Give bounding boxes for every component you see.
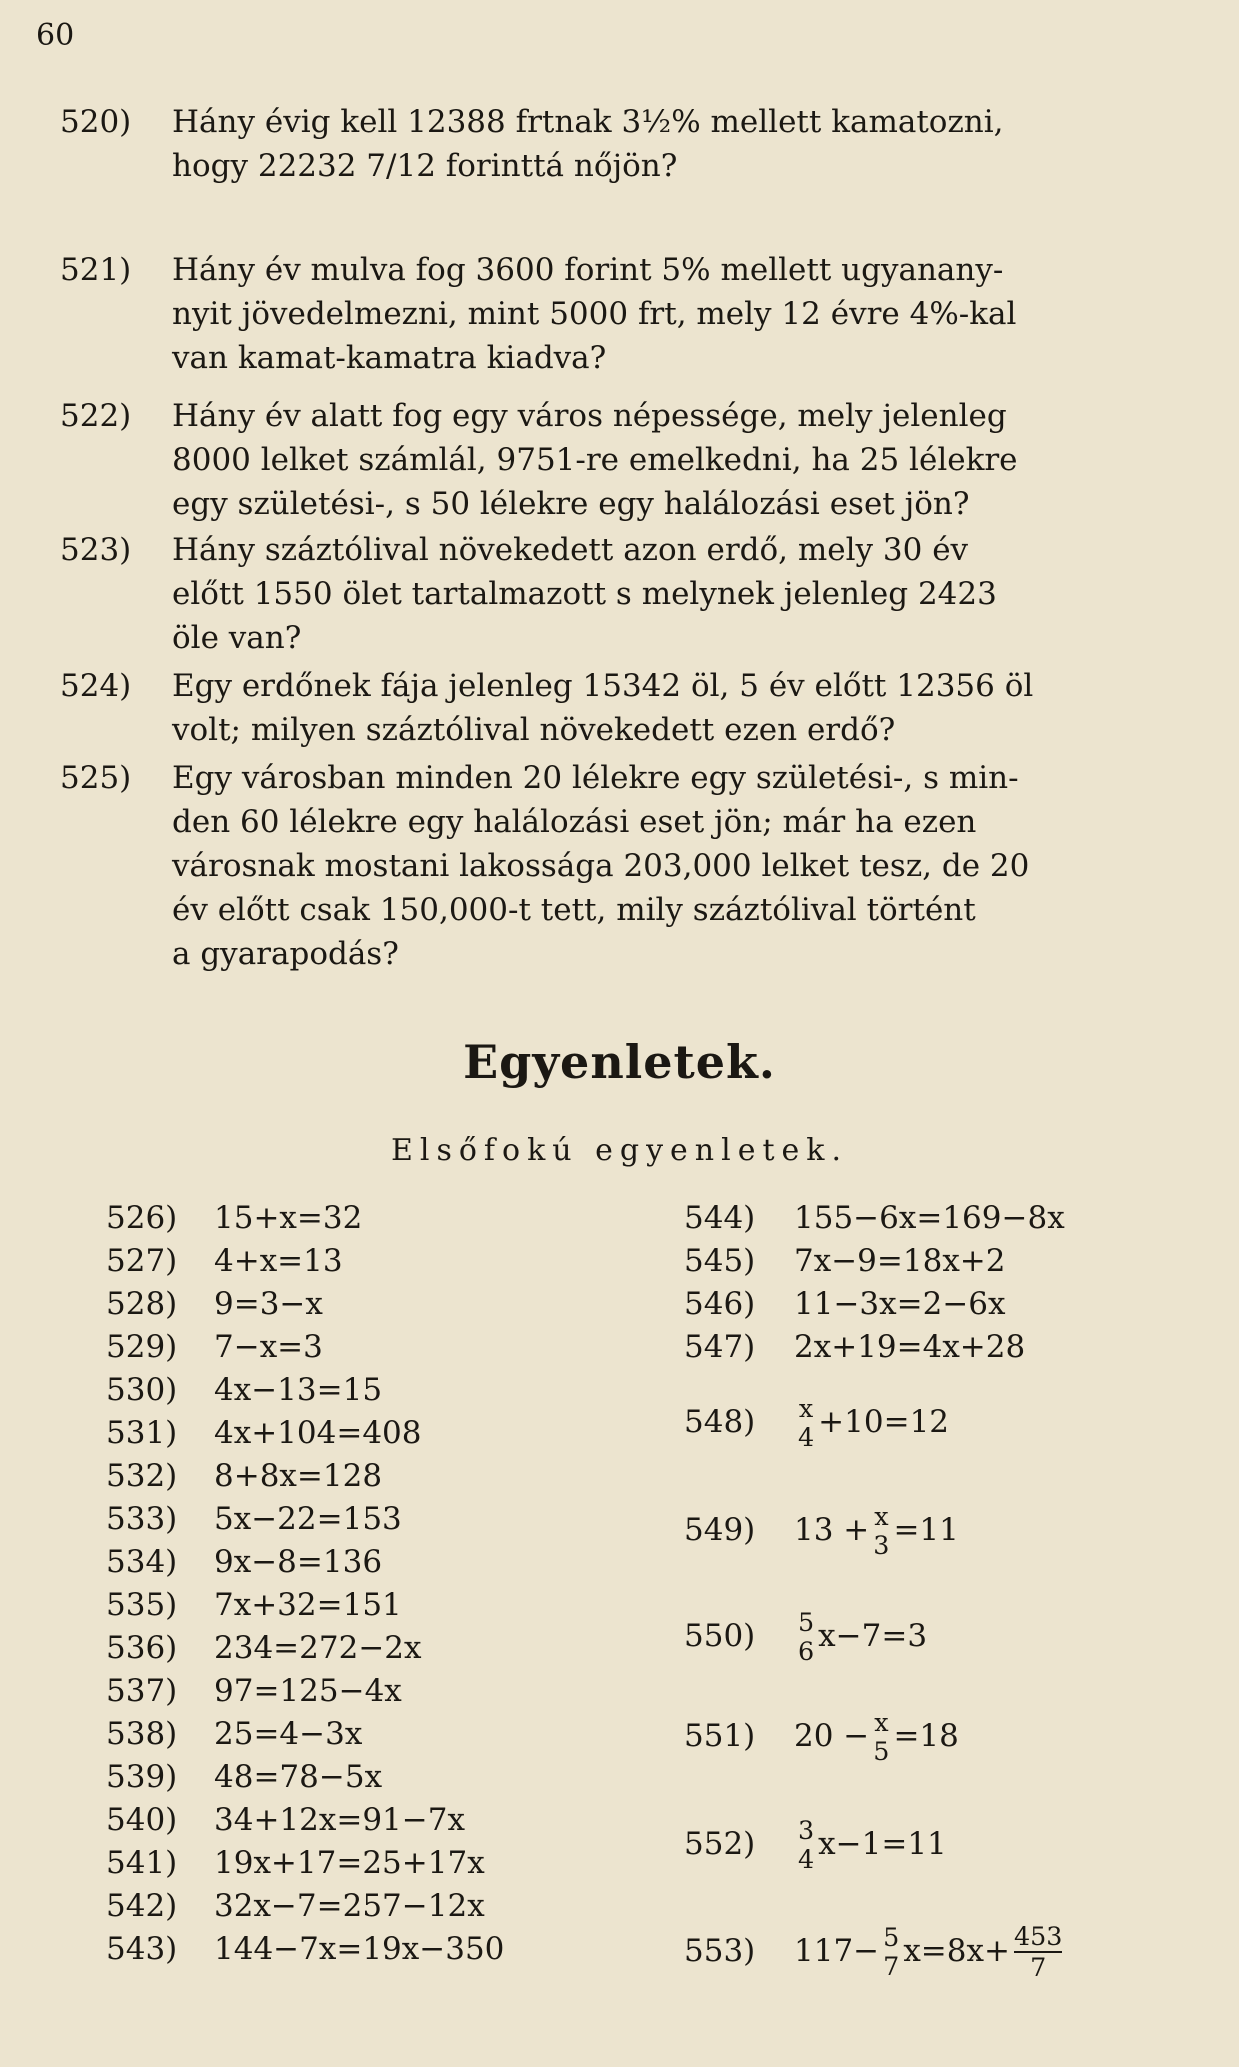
- problem-line: a gyarapodás?: [172, 936, 399, 972]
- problem-line: volt; milyen száztólival növekedett ezen erdő?: [172, 712, 896, 748]
- problem-line: év előtt csak 150,000-t tett, mily száztólival történt: [172, 892, 976, 928]
- equation-539: 539) 48=78−5x: [106, 1759, 383, 1795]
- fraction: 5 7: [883, 1922, 900, 1982]
- problem-number: 523): [60, 532, 132, 568]
- problem-522: [60, 394, 1220, 526]
- problem-520: [60, 100, 1220, 188]
- problem-line: városnak mostani lakossága 203,000 lelket tesz, de 20: [172, 848, 1030, 884]
- equation-536: 536) 234=272−2x: [106, 1630, 422, 1666]
- problem-line: öle van?: [172, 620, 302, 656]
- equation-544: 544) 155−6x=169−8x: [684, 1200, 1065, 1236]
- equation-532: 532) 8+8x=128: [106, 1458, 383, 1494]
- fraction: x 5: [873, 1707, 890, 1767]
- equation-553: 553) 117− 5 7 x=8x+ $\frac{453}{7}$: [684, 1921, 1063, 1983]
- problem-line: nyit jövedelmezni, mint 5000 frt, mely 12 évre 4%-kal: [172, 296, 1017, 332]
- equation-533: 533) 5x−22=153: [106, 1501, 402, 1537]
- equation-549: 549) 13 + x 3 =11: [684, 1501, 959, 1561]
- equation-534: 534) 9x−8=136: [106, 1544, 383, 1580]
- problem-524: [60, 664, 1220, 752]
- problem-521: [60, 248, 1220, 380]
- problem-line: egy születési-, s 50 lélekre egy halálozási eset jön?: [172, 486, 970, 522]
- equation-529: 529) 7−x=3: [106, 1329, 323, 1365]
- equation-530: 530) 4x−13=15: [106, 1372, 383, 1408]
- equation-531: 531) 4x+104=408: [106, 1415, 422, 1451]
- problem-line: Egy erdőnek fája jelenleg 15342 öl, 5 év előtt 12356 öl: [172, 668, 1034, 704]
- problem-number: 524): [60, 668, 132, 704]
- problem-line: Hány évig kell 12388 frtnak 3½% mellett kamatozni,: [172, 104, 1004, 140]
- equation-547: 547) 2x+19=4x+28: [684, 1329, 1026, 1365]
- equation-545: 545) 7x−9=18x+2: [684, 1243, 1006, 1279]
- problem-number: 525): [60, 760, 132, 796]
- equation-552: 552) 3 4 x−1=11: [684, 1815, 947, 1875]
- section-heading: Egyenletek.: [463, 1035, 776, 1089]
- problem-line: Hány év alatt fog egy város népessége, mely jelenleg: [172, 398, 1007, 434]
- problem-line: Egy városban minden 20 lélekre egy születési-, s min-: [172, 760, 1019, 796]
- fraction: x 4: [798, 1393, 815, 1453]
- problem-line: den 60 lélekre egy halálozási eset jön; már ha ezen: [172, 804, 977, 840]
- equation-537: 537) 97=125−4x: [106, 1673, 402, 1709]
- fraction: $\frac{453}{7}$: [1013, 1921, 1063, 1983]
- equation-542: 542) 32x−7=257−12x: [106, 1888, 485, 1924]
- problem-line: előtt 1550 ölet tartalmazott s melynek jelenleg 2423: [172, 576, 997, 612]
- equation-526: 526) 15+x=32: [106, 1200, 363, 1236]
- problem-525: [60, 756, 1220, 976]
- equation-527: 527) 4+x=13: [106, 1243, 343, 1279]
- problem-523: [60, 528, 1220, 660]
- problem-number: 522): [60, 398, 132, 434]
- problem-line: hogy 22232 7/12 forinttá nőjön?: [172, 148, 678, 184]
- equation-551: 551) 20 − x 5 =18: [684, 1707, 959, 1767]
- problem-line: van kamat-kamatra kiadva?: [172, 340, 607, 376]
- fraction: x 3: [873, 1501, 890, 1561]
- problem-number: 520): [60, 104, 132, 140]
- equation-528: 528) 9=3−x: [106, 1286, 323, 1322]
- fraction: 5 6: [798, 1607, 815, 1667]
- equation-543: 543) 144−7x=19x−350: [106, 1931, 505, 1967]
- equation-541: 541) 19x+17=25+17x: [106, 1845, 485, 1881]
- equation-546: 546) 11−3x=2−6x: [684, 1286, 1006, 1322]
- problem-number: 521): [60, 252, 132, 288]
- page-number: 60: [36, 18, 75, 53]
- equation-535: 535) 7x+32=151: [106, 1587, 402, 1623]
- equation-548: 548) x 4 +10=12: [684, 1393, 950, 1453]
- fraction: 3 4: [798, 1815, 815, 1875]
- equation-540: 540) 34+12x=91−7x: [106, 1802, 465, 1838]
- equation-538: 538) 25=4−3x: [106, 1716, 363, 1752]
- section-subheading: Elsőfokú egyenletek.: [390, 1133, 848, 1168]
- problem-line: Hány év mulva fog 3600 forint 5% mellett ugyanany-: [172, 252, 1004, 288]
- problem-line: 8000 lelket számlál, 9751-re emelkedni, ha 25 lélekre: [172, 442, 1018, 478]
- problem-line: Hány száztólival növekedett azon erdő, mely 30 év: [172, 532, 969, 568]
- equation-550: 550) 5 6 x−7=3: [684, 1607, 928, 1667]
